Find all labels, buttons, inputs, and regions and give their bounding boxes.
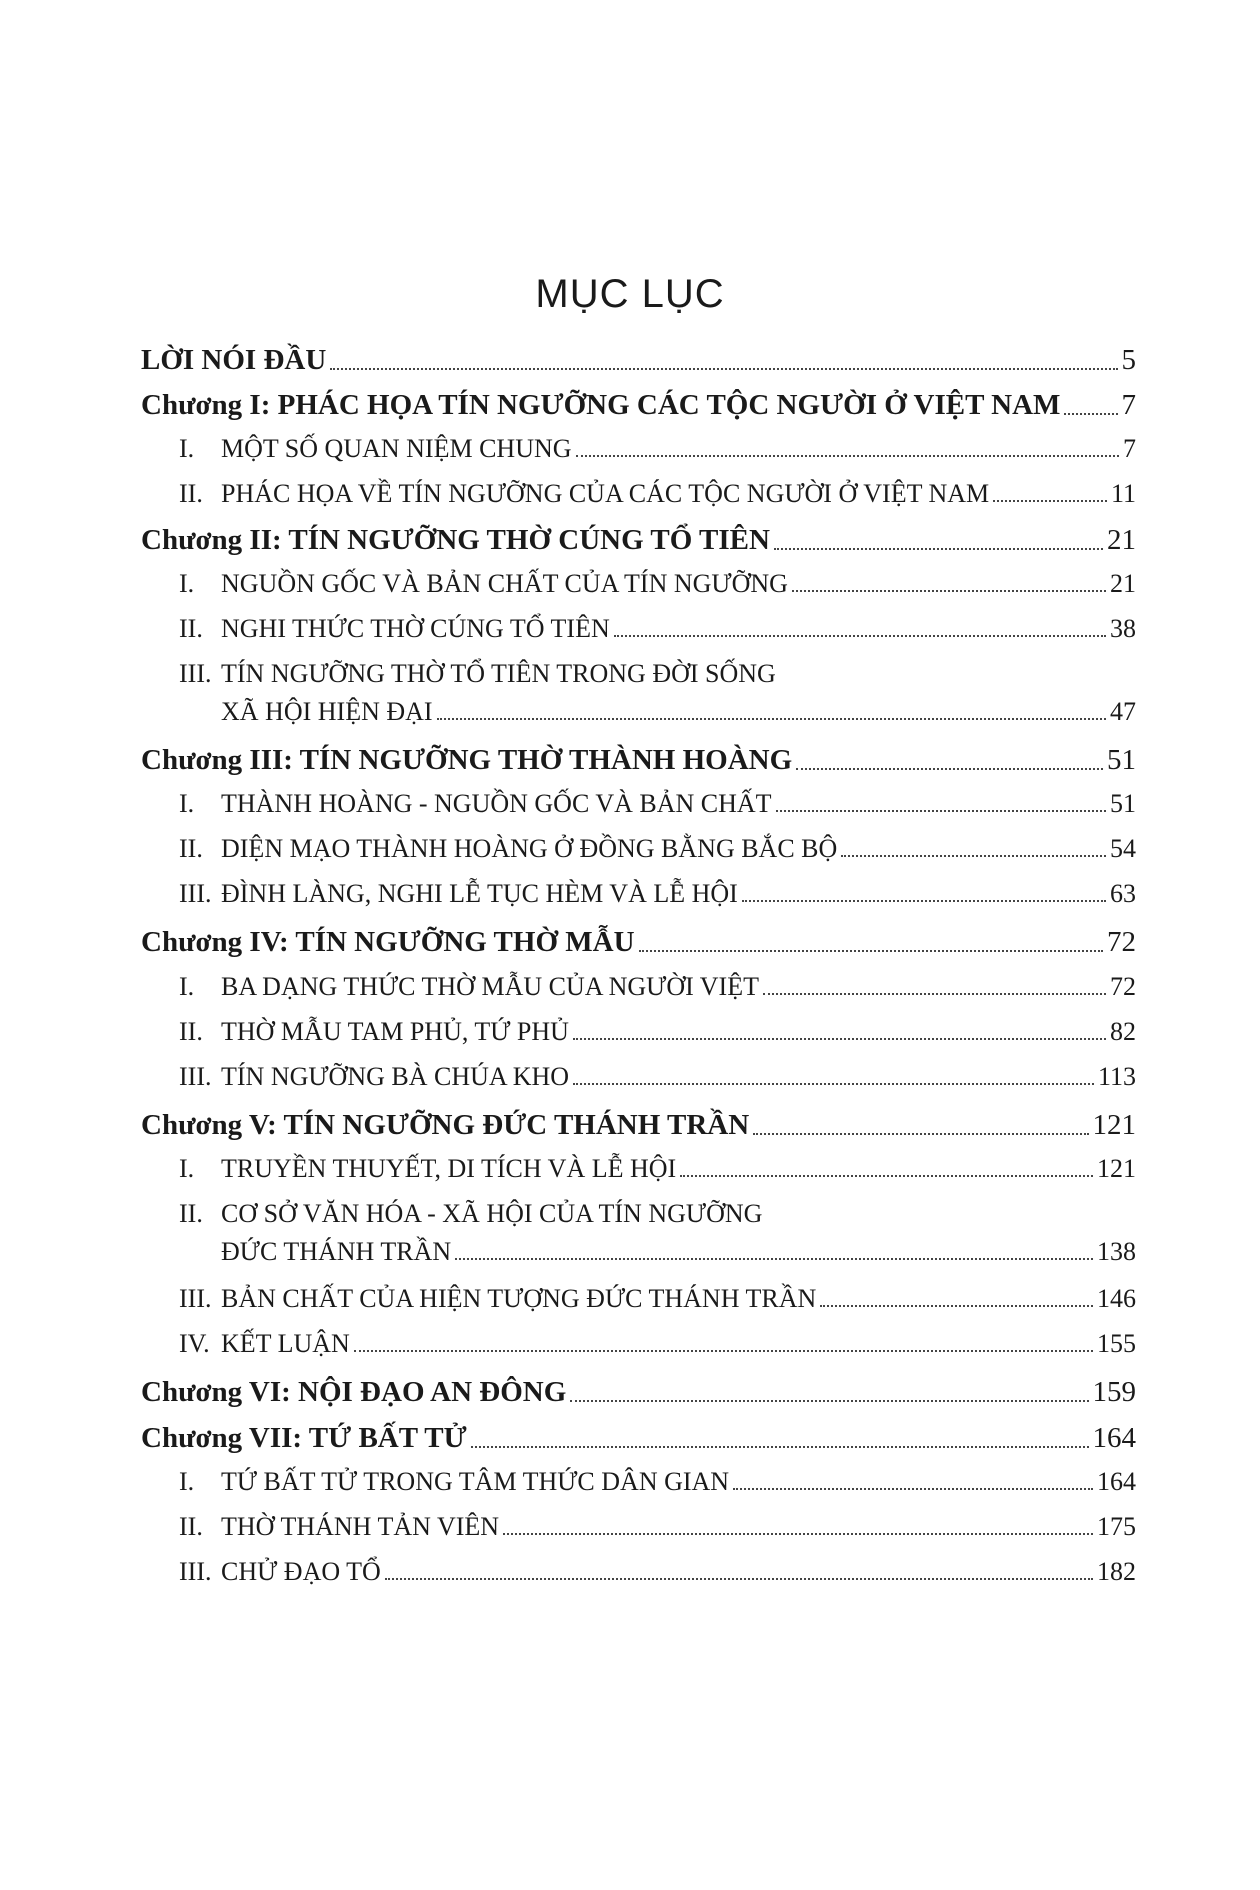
toc-page-number: 54 bbox=[1110, 834, 1136, 863]
dot-leader bbox=[573, 1038, 1106, 1040]
toc-entry-title: ĐÌNH LÀNG, NGHI LỄ TỤC HÈM VÀ LỄ HỘI bbox=[221, 879, 738, 908]
toc-page-number: 155 bbox=[1097, 1329, 1136, 1358]
toc-entry-title: DIỆN MẠO THÀNH HOÀNG Ở ĐỒNG BẰNG BẮC BỘ bbox=[221, 834, 838, 863]
toc-entry-title: Chương II: TÍN NGƯỠNG THỜ CÚNG TỔ TIÊN bbox=[141, 524, 770, 556]
toc-entry-title: Chương VII: TỨ BẤT TỬ bbox=[141, 1422, 467, 1454]
toc-entry-number: II. bbox=[179, 1512, 203, 1541]
toc-section-entry bbox=[141, 973, 1136, 1002]
toc-page-number: 72 bbox=[1107, 926, 1136, 958]
toc-entry-title: TÍN NGƯỠNG BÀ CHÚA KHO bbox=[221, 1062, 570, 1091]
toc-entry-number: I. bbox=[179, 569, 195, 598]
toc-entry-number: III. bbox=[179, 879, 212, 908]
toc-page-number: 63 bbox=[1110, 879, 1136, 908]
toc-page-number: 72 bbox=[1110, 972, 1136, 1001]
dot-leader bbox=[841, 855, 1106, 857]
toc-entry-title: XÃ HỘI HIỆN ĐẠI bbox=[221, 697, 433, 726]
toc-section-entry bbox=[141, 698, 1136, 727]
toc-entry-number: III. bbox=[179, 1557, 212, 1586]
toc-entry-title: Chương V: TÍN NGƯỠNG ĐỨC THÁNH TRẦN bbox=[141, 1109, 750, 1141]
toc-page-number: 21 bbox=[1110, 569, 1136, 598]
dot-leader bbox=[742, 900, 1106, 902]
toc-section-entry bbox=[141, 1063, 1136, 1092]
toc-entry-title: Chương III: TÍN NGƯỠNG THỜ THÀNH HOÀNG bbox=[141, 744, 793, 776]
toc-chapter-entry bbox=[141, 927, 1136, 959]
toc-entry-title: LỜI NÓI ĐẦU bbox=[141, 344, 327, 376]
dot-leader bbox=[437, 718, 1106, 720]
toc-entry-number: I. bbox=[179, 434, 195, 463]
toc-section-entry bbox=[141, 790, 1136, 819]
toc-chapter-entry bbox=[141, 1377, 1136, 1409]
toc-page-number: 159 bbox=[1092, 1376, 1136, 1408]
toc-page-number: 138 bbox=[1097, 1237, 1136, 1266]
toc-page-number: 146 bbox=[1097, 1284, 1136, 1313]
toc-entry-title: ĐỨC THÁNH TRẦN bbox=[221, 1237, 452, 1266]
dot-leader bbox=[354, 1350, 1093, 1352]
toc-entry-title: BẢN CHẤT CỦA HIỆN TƯỢNG ĐỨC THÁNH TRẦN bbox=[221, 1284, 817, 1313]
dot-leader bbox=[776, 810, 1106, 812]
toc-section-entry bbox=[141, 480, 1136, 509]
dot-leader bbox=[763, 993, 1106, 995]
toc-page-number: 5 bbox=[1121, 344, 1136, 376]
toc-chapter-entry bbox=[141, 1423, 1136, 1455]
toc-entry-number: II. bbox=[179, 1017, 203, 1046]
dot-leader bbox=[774, 548, 1103, 550]
toc-page-number: 7 bbox=[1121, 389, 1136, 421]
toc-section-entry bbox=[141, 1513, 1136, 1542]
toc-chapter-entry bbox=[141, 525, 1136, 557]
toc-entry-title: TỨ BẤT TỬ TRONG TÂM THỨC DÂN GIAN bbox=[221, 1467, 730, 1496]
toc-entry-title: TRUYỀN THUYẾT, DI TÍCH VÀ LỄ HỘI bbox=[221, 1154, 677, 1183]
toc-section-entry bbox=[141, 615, 1136, 644]
toc-entry-title: THÀNH HOÀNG - NGUỒN GỐC VÀ BẢN CHẤT bbox=[221, 789, 772, 818]
toc-entry-number: IV. bbox=[179, 1329, 210, 1358]
toc-chapter-entry bbox=[141, 745, 1136, 777]
dot-leader bbox=[680, 1175, 1093, 1177]
toc-section-entry bbox=[141, 570, 1136, 599]
toc-entry-number: II. bbox=[179, 834, 203, 863]
toc-entry-title: PHÁC HỌA VỀ TÍN NGƯỠNG CỦA CÁC TỘC NGƯỜI Ở VIỆT NAM bbox=[221, 479, 990, 508]
toc-entry-title: NGHI THỨC THỜ CÚNG TỔ TIÊN bbox=[221, 614, 610, 643]
toc-entry-title: MỘT SỐ QUAN NIỆM CHUNG bbox=[221, 434, 572, 463]
toc-page-number: 11 bbox=[1110, 479, 1136, 508]
toc-entry-number: I. bbox=[179, 789, 195, 818]
toc-section-entry bbox=[141, 1155, 1136, 1184]
toc-section-entry bbox=[141, 1285, 1136, 1314]
toc-entry-title: BA DẠNG THỨC THỜ MẪU CỦA NGƯỜI VIỆT bbox=[221, 972, 759, 1001]
toc-entry-title: CƠ SỞ VĂN HÓA - XÃ HỘI CỦA TÍN NGƯỠNG bbox=[221, 1199, 763, 1228]
toc-entry-title: TÍN NGƯỠNG THỜ TỔ TIÊN TRONG ĐỜI SỐNG bbox=[221, 659, 776, 688]
toc-page-number: 113 bbox=[1097, 1062, 1136, 1091]
toc-page-number: 121 bbox=[1092, 1109, 1136, 1141]
toc-page-number: 21 bbox=[1107, 524, 1136, 556]
toc-page-number: 7 bbox=[1123, 434, 1136, 463]
dot-leader bbox=[570, 1400, 1088, 1402]
toc-page-number: 164 bbox=[1092, 1422, 1136, 1454]
toc-entry-number: II. bbox=[179, 614, 203, 643]
dot-leader bbox=[330, 368, 1117, 370]
dot-leader bbox=[796, 768, 1103, 770]
toc-entry-number: I. bbox=[179, 1467, 195, 1496]
toc-entry-title: Chương I: PHÁC HỌA TÍN NGƯỠNG CÁC TỘC NGƯỜI Ở VIỆT NAM bbox=[141, 389, 1061, 421]
toc-page-number: 51 bbox=[1107, 744, 1136, 776]
toc-section-entry bbox=[141, 880, 1136, 909]
toc-chapter-entry bbox=[141, 345, 1136, 377]
toc-entry-number: II. bbox=[179, 479, 203, 508]
toc-section-entry bbox=[141, 1330, 1136, 1359]
page-title: MỤC LỤC bbox=[535, 272, 725, 316]
toc-entry-number: III. bbox=[179, 1062, 212, 1091]
toc-entry-title: NGUỒN GỐC VÀ BẢN CHẤT CỦA TÍN NGƯỠNG bbox=[221, 569, 788, 598]
toc-page-number: 182 bbox=[1097, 1557, 1136, 1586]
dot-leader bbox=[576, 455, 1119, 457]
dot-leader bbox=[455, 1258, 1093, 1260]
toc-page-number: 51 bbox=[1110, 789, 1136, 818]
toc-entry-number: III. bbox=[179, 659, 212, 688]
toc-section-entry bbox=[141, 660, 1136, 689]
toc-page-number: 164 bbox=[1097, 1467, 1136, 1496]
toc-page-number: 82 bbox=[1110, 1017, 1136, 1046]
dot-leader bbox=[792, 590, 1106, 592]
toc-page-number: 175 bbox=[1097, 1512, 1136, 1541]
toc-section-entry bbox=[141, 1468, 1136, 1497]
toc-entry-number: II. bbox=[179, 1199, 203, 1228]
dot-leader bbox=[733, 1488, 1093, 1490]
dot-leader bbox=[753, 1133, 1088, 1135]
toc-chapter-entry bbox=[141, 1110, 1136, 1142]
toc-section-entry bbox=[141, 1018, 1136, 1047]
dot-leader bbox=[385, 1578, 1093, 1580]
toc-entry-title: CHỬ ĐẠO TỔ bbox=[221, 1557, 381, 1586]
dot-leader bbox=[639, 950, 1103, 952]
toc-section-entry bbox=[141, 1238, 1136, 1267]
toc-page-number: 38 bbox=[1110, 614, 1136, 643]
toc-entry-number: I. bbox=[179, 972, 195, 1001]
dot-leader bbox=[993, 500, 1107, 502]
toc-entry-title: THỜ MẪU TAM PHỦ, TỨ PHỦ bbox=[221, 1017, 569, 1046]
toc-page-number: 121 bbox=[1097, 1154, 1136, 1183]
toc-entry-title: KẾT LUẬN bbox=[221, 1329, 350, 1358]
toc-entry-title: Chương IV: TÍN NGƯỠNG THỜ MẪU bbox=[141, 926, 635, 958]
toc-entry-number: I. bbox=[179, 1154, 195, 1183]
dot-leader bbox=[471, 1446, 1089, 1448]
toc-page-number: 47 bbox=[1110, 697, 1136, 726]
dot-leader bbox=[614, 635, 1106, 637]
dot-leader bbox=[1064, 413, 1117, 415]
dot-leader bbox=[503, 1533, 1093, 1535]
toc-chapter-entry bbox=[141, 390, 1136, 422]
toc-entry-title: Chương VI: NỘI ĐẠO AN ĐÔNG bbox=[141, 1376, 567, 1408]
toc-section-entry bbox=[141, 435, 1136, 464]
dot-leader bbox=[820, 1305, 1093, 1307]
toc-entry-number: III. bbox=[179, 1284, 212, 1313]
table-of-contents bbox=[141, 0, 1136, 1890]
toc-entry-title: THỜ THÁNH TẢN VIÊN bbox=[221, 1512, 500, 1541]
toc-section-entry bbox=[141, 1200, 1136, 1229]
toc-section-entry bbox=[141, 1558, 1136, 1587]
dot-leader bbox=[573, 1083, 1094, 1085]
toc-section-entry bbox=[141, 835, 1136, 864]
